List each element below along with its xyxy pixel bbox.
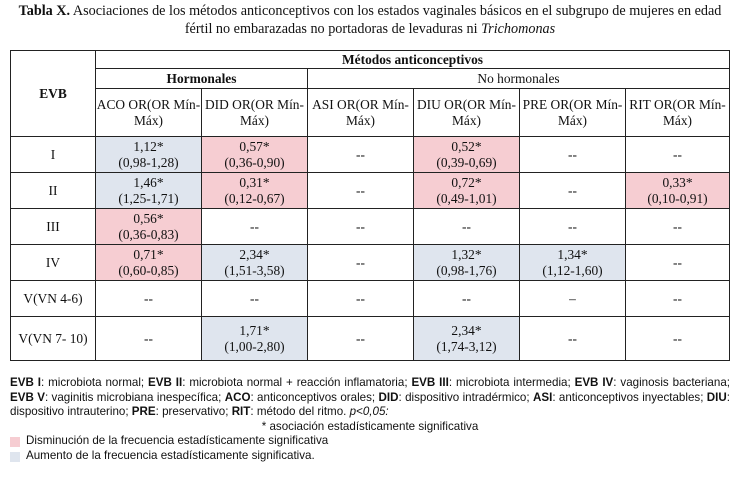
table-cell: --: [626, 281, 730, 317]
confidence-range: (0,98-1,28): [118, 154, 179, 170]
data-table: [10, 50, 730, 361]
pink-swatch: [10, 437, 20, 447]
row-label: IV: [11, 245, 96, 281]
table-cell: --: [414, 209, 520, 245]
row-label: III: [11, 209, 96, 245]
table-cell: --: [308, 245, 414, 281]
table-cell: --: [202, 281, 308, 317]
table-cell: --: [308, 317, 414, 361]
table-cell: [96, 173, 202, 209]
table-row: [11, 317, 730, 361]
confidence-range: (0,10-0,91): [647, 190, 708, 206]
table-cell: --: [308, 209, 414, 245]
row-label: V(VN 7- 10): [11, 317, 96, 361]
table-cell: --: [96, 281, 202, 317]
table-cell: --: [626, 209, 730, 245]
confidence-range: (1,00-2,80): [224, 338, 285, 354]
abbreviations-note: EVB I: microbiota normal; EVB II: microbiota normal + reacción inflamatoria; EVB III: microbiota intermedia; EVB IV: vaginosis bacteriana; EVB V: vaginitis microbiana inespecífica; ACO: anticonceptivos orales; DID: dispositivo intradérmico; ASI: anticonceptivos inyectables; DIU: dispositivo intrauterino; PRE: preservativo; RIT: método del ritmo. p<0,05:: [10, 376, 730, 418]
table-cell: --: [626, 317, 730, 361]
table-cell: --: [308, 137, 414, 173]
table-row: [11, 137, 730, 173]
table-cell: --: [520, 317, 626, 361]
non-hormonal-header: No hormonales: [308, 69, 730, 89]
odds-ratio: 1,32*: [451, 246, 482, 262]
table-cell: --: [414, 281, 520, 317]
table-cell: [96, 245, 202, 281]
table-cell: --: [520, 137, 626, 173]
odds-ratio: 1,12*: [133, 138, 164, 154]
significance-note: * asociación estadísticamente significativa: [261, 419, 479, 433]
table-row: [11, 281, 730, 317]
table-cell: [96, 209, 202, 245]
table-body: [11, 137, 730, 361]
legend-increase-label: Aumento de la frecuencia estadísticamente significativa.: [26, 449, 315, 463]
table-cell: [414, 245, 520, 281]
table-cell: [414, 137, 520, 173]
odds-ratio: 1,71*: [239, 322, 270, 338]
confidence-range: (0,36-0,83): [118, 226, 179, 242]
evb-header: EVB: [11, 51, 96, 137]
table-cell: --: [520, 173, 626, 209]
table-row: [11, 245, 730, 281]
confidence-range: (0,60-0,85): [118, 262, 179, 278]
table-row: [11, 173, 730, 209]
col-header-did: DID OR(OR Mín-Máx): [202, 89, 308, 137]
confidence-range: (1,74-3,12): [436, 338, 497, 354]
confidence-range: (1,25-1,71): [118, 190, 179, 206]
confidence-range: (0,36-0,90): [224, 154, 285, 170]
table-cell: [96, 137, 202, 173]
legend-decrease: [10, 434, 730, 449]
odds-ratio: 0,56*: [133, 210, 164, 226]
confidence-range: (1,51-3,58): [224, 262, 285, 278]
col-header-aco: ACO OR(OR Mín-Máx): [96, 89, 202, 137]
table-row: [11, 209, 730, 245]
odds-ratio: 0,57*: [239, 138, 270, 154]
col-header-asi: ASI OR(OR Mín-Máx): [308, 89, 414, 137]
table-cell: --: [308, 173, 414, 209]
table-cell: --: [626, 245, 730, 281]
odds-ratio: 1,46*: [133, 174, 164, 190]
confidence-range: (1,12-1,60): [542, 262, 603, 278]
table-cell: [202, 245, 308, 281]
table-cell: [202, 137, 308, 173]
table-cell: [520, 245, 626, 281]
row-label: II: [11, 173, 96, 209]
odds-ratio: 0,71*: [133, 246, 164, 262]
confidence-range: (0,98-1,76): [436, 262, 497, 278]
legend-increase: [10, 449, 730, 464]
hormonal-header: Hormonales: [96, 69, 308, 89]
table-cell: [414, 317, 520, 361]
table-cell: --: [308, 281, 414, 317]
table-cell: –: [520, 281, 626, 317]
table-cell: [202, 173, 308, 209]
caption-label: Tabla X.: [18, 3, 71, 19]
odds-ratio: 1,34*: [557, 246, 588, 262]
table-cell: --: [626, 137, 730, 173]
table-cell: [626, 173, 730, 209]
caption-text: Asociaciones de los métodos anticonceptivos con los estados vaginales básicos en el subgrupo de mujeres en edad fértil no embarazadas no portadoras de levaduras ni: [72, 3, 722, 37]
blue-swatch: [10, 452, 20, 462]
table-caption: [10, 3, 730, 38]
table-cell: --: [96, 317, 202, 361]
row-label: I: [11, 137, 96, 173]
odds-ratio: 0,72*: [451, 174, 482, 190]
caption-italic: Trichomonas: [481, 20, 556, 37]
confidence-range: (0,39-0,69): [436, 154, 497, 170]
table-cell: [414, 173, 520, 209]
footnotes: [10, 376, 730, 464]
legend-decrease-label: Disminución de la frecuencia estadísticamente significativa: [26, 434, 329, 448]
odds-ratio: 2,34*: [451, 322, 482, 338]
confidence-range: (0,49-1,01): [436, 190, 497, 206]
col-header-diu: DIU OR(OR Mín-Máx): [414, 89, 520, 137]
methods-header: Métodos anticonceptivos: [96, 51, 730, 69]
odds-ratio: 2,34*: [239, 246, 270, 262]
odds-ratio: 0,52*: [451, 138, 482, 154]
col-header-pre: PRE OR(OR Mín-Máx): [520, 89, 626, 137]
table-cell: [202, 317, 308, 361]
table-cell: --: [520, 209, 626, 245]
col-header-rit: RIT OR(OR Mín-Máx): [626, 89, 730, 137]
odds-ratio: 0,33*: [662, 174, 693, 190]
confidence-range: (0,12-0,67): [224, 190, 285, 206]
table-cell: --: [202, 209, 308, 245]
odds-ratio: 0,31*: [239, 174, 270, 190]
row-label: V(VN 4-6): [11, 281, 96, 317]
